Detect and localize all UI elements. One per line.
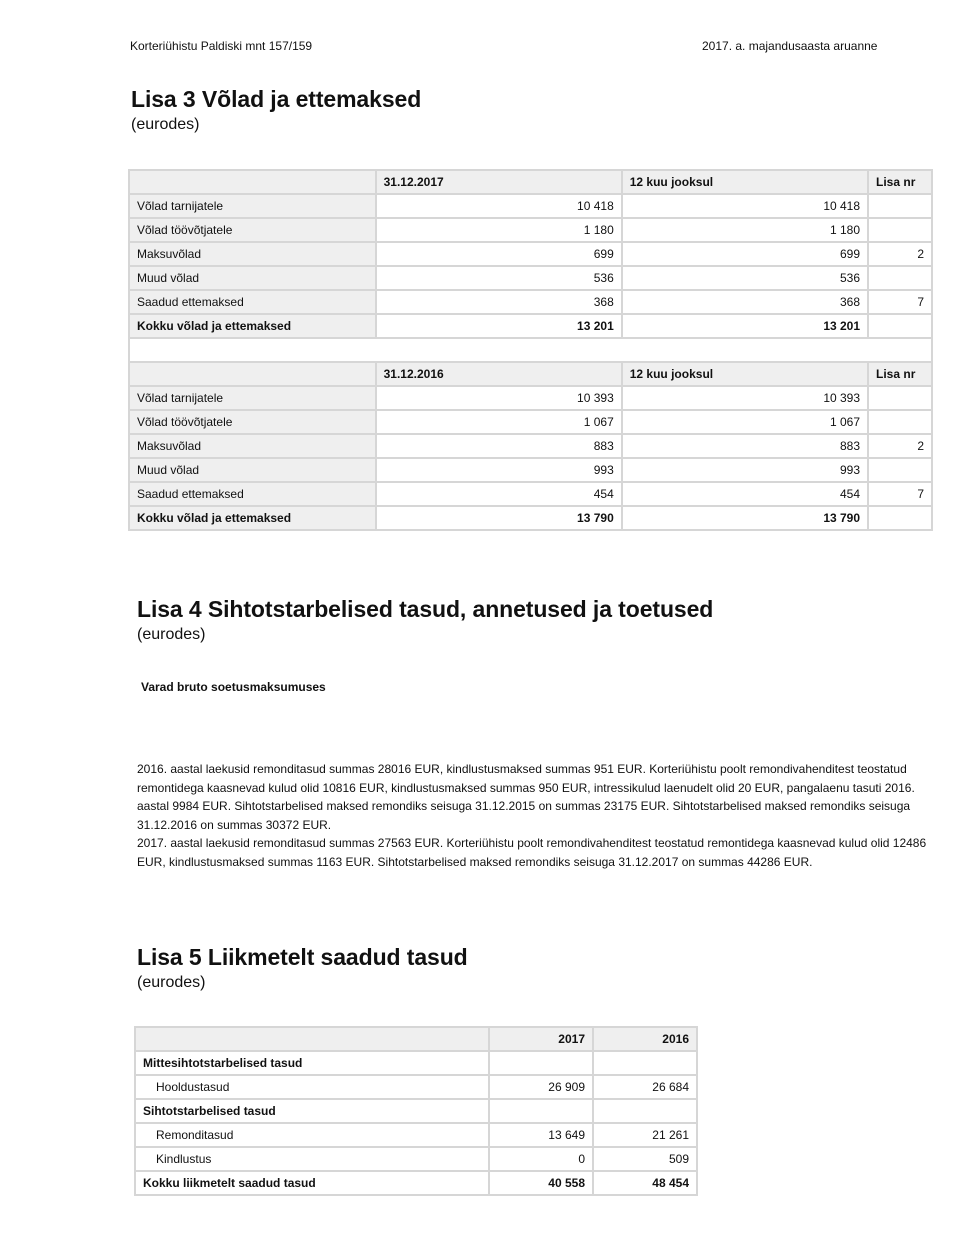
value-2017: 40 558: [489, 1171, 593, 1195]
lisa5-title: Lisa 5 Liikmetelt saadud tasud: [137, 944, 468, 970]
row-label: Muud võlad: [129, 266, 376, 290]
balance-value: 368: [376, 290, 622, 314]
value-2017: 0: [489, 1147, 593, 1171]
lisa3-title: Lisa 3 Võlad ja ettemaksed: [131, 86, 422, 112]
table-row: [129, 410, 932, 434]
balance-value: 13 790: [376, 506, 622, 530]
value-2016: 26 684: [593, 1075, 697, 1099]
value-2016: [593, 1099, 697, 1123]
lisa5-table: [134, 1026, 698, 1196]
report-title: 2017. a. majandusaasta aruanne: [702, 39, 878, 53]
note-number: [868, 218, 932, 242]
table-row: [129, 458, 932, 482]
note-number: 2: [868, 242, 932, 266]
note-number: 7: [868, 290, 932, 314]
within-12-months-value: 883: [622, 434, 868, 458]
row-label: Mittesihtotstarbelised tasud: [135, 1051, 489, 1075]
column-header: [135, 1027, 489, 1051]
row-label: Sihtotstarbelised tasud: [135, 1099, 489, 1123]
table-row: [135, 1147, 697, 1171]
within-12-months-value: 1 180: [622, 218, 868, 242]
lisa4-paragraph-2016: 2016. aastal laekusid remonditasud summas 28016 EUR, kindlustusmaksed summas 951 EUR. Korteriühistu poolt remondivahenditest teostatud remontidega kaasnevad kulud olid 10816 EUR, kindlustusmaksed summas 950 EUR, intressikulud laenudelt olid 20 EUR, pangalaenu tasuti 2016. aastal 9984 EUR. Sihtotstarbelised maksed remondiks seisuga 31.12.2015 on summas 23175 EUR. Sihtotstarbelised maksed remondiks seisuga 31.12.2016 on summas 30372 EUR.: [137, 762, 915, 832]
value-2016: 48 454: [593, 1171, 697, 1195]
within-12-months-value: 368: [622, 290, 868, 314]
value-2016: 509: [593, 1147, 697, 1171]
within-12-months-value: 13 201: [622, 314, 868, 338]
value-2017: [489, 1099, 593, 1123]
note-number: [868, 506, 932, 530]
within-12-months-value: 13 790: [622, 506, 868, 530]
table-header-row: [129, 362, 932, 386]
table-header-row: [129, 170, 932, 194]
column-header: 12 kuu jooksul: [622, 170, 868, 194]
total-row: [129, 506, 932, 530]
balance-value: 1 067: [376, 410, 622, 434]
value-2017: 13 649: [489, 1123, 593, 1147]
row-label: Võlad töövõtjatele: [129, 410, 376, 434]
row-label: Remonditasud: [135, 1123, 489, 1147]
note-number: [868, 266, 932, 290]
within-12-months-value: 10 393: [622, 386, 868, 410]
within-12-months-value: 536: [622, 266, 868, 290]
value-2016: [593, 1051, 697, 1075]
balance-value: 699: [376, 242, 622, 266]
row-label: Maksuvõlad: [129, 242, 376, 266]
balance-value: 536: [376, 266, 622, 290]
table-row: [129, 266, 932, 290]
value-2016: 21 261: [593, 1123, 697, 1147]
table-row: [129, 194, 932, 218]
note-number: 7: [868, 482, 932, 506]
note-number: [868, 314, 932, 338]
table-row: [135, 1123, 697, 1147]
within-12-months-value: 454: [622, 482, 868, 506]
balance-value: 10 418: [376, 194, 622, 218]
table-row: [129, 482, 932, 506]
organization-name: Korteriühistu Paldiski mnt 157/159: [130, 39, 313, 53]
column-header: 31.12.2016: [376, 362, 622, 386]
lisa4-title: Lisa 4 Sihtotstarbelised tasud, annetused ja toetused: [137, 596, 714, 622]
row-label: Kokku võlad ja ettemaksed: [129, 314, 376, 338]
note-number: 2: [868, 434, 932, 458]
value-2017: 26 909: [489, 1075, 593, 1099]
lisa3-subtitle: (eurodes): [131, 116, 200, 133]
table-row: [129, 290, 932, 314]
column-header: 31.12.2017: [376, 170, 622, 194]
table-row: [129, 218, 932, 242]
note-number: [868, 386, 932, 410]
lisa4-subtitle: (eurodes): [137, 626, 206, 643]
row-label: Saadud ettemaksed: [129, 482, 376, 506]
within-12-months-value: 699: [622, 242, 868, 266]
column-header: [129, 170, 376, 194]
note-number: [868, 410, 932, 434]
note-number: [868, 458, 932, 482]
lisa4-paragraph-2017: 2017. aastal laekusid remonditasud summas 27563 EUR. Korteriühistu poolt remondivahenditest teostatud remontidega kaasnevad kulud olid 12486 EUR, kindlustusmaksed summas 1163 EUR. Sihtotstarbelised maksed remondiks seisuga 31.12.2017 on summas 44286 EUR.: [137, 836, 927, 869]
within-12-months-value: 993: [622, 458, 868, 482]
balance-value: 454: [376, 482, 622, 506]
column-header: 12 kuu jooksul: [622, 362, 868, 386]
table-header-row: [135, 1027, 697, 1051]
total-row: [135, 1171, 697, 1195]
balance-value: 993: [376, 458, 622, 482]
value-2017: [489, 1051, 593, 1075]
row-label: Kindlustus: [135, 1147, 489, 1171]
balance-value: 13 201: [376, 314, 622, 338]
lisa4-subheading: Varad bruto soetusmaksumuses: [141, 680, 326, 694]
balance-value: 883: [376, 434, 622, 458]
group-row: [135, 1099, 697, 1123]
within-12-months-value: 10 418: [622, 194, 868, 218]
row-label: Hooldustasud: [135, 1075, 489, 1099]
table-row: [129, 242, 932, 266]
column-header: 2016: [593, 1027, 697, 1051]
row-label: Võlad tarnijatele: [129, 386, 376, 410]
within-12-months-value: 1 067: [622, 410, 868, 434]
column-header: [129, 362, 376, 386]
balance-value: 10 393: [376, 386, 622, 410]
lisa4-notes: [137, 760, 937, 872]
column-header: 2017: [489, 1027, 593, 1051]
table-row: [135, 1075, 697, 1099]
row-label: Kokku võlad ja ettemaksed: [129, 506, 376, 530]
column-header: Lisa nr: [868, 362, 932, 386]
row-label: Maksuvõlad: [129, 434, 376, 458]
balance-value: 1 180: [376, 218, 622, 242]
table-row: [129, 386, 932, 410]
spacer-cell: [129, 338, 932, 362]
row-label: Muud võlad: [129, 458, 376, 482]
row-label: Kokku liikmetelt saadud tasud: [135, 1171, 489, 1195]
table-row: [129, 434, 932, 458]
row-label: Võlad tarnijatele: [129, 194, 376, 218]
note-number: [868, 194, 932, 218]
column-header: Lisa nr: [868, 170, 932, 194]
lisa5-subtitle: (eurodes): [137, 974, 206, 991]
group-row: [135, 1051, 697, 1075]
total-row: [129, 314, 932, 338]
row-label: Võlad töövõtjatele: [129, 218, 376, 242]
lisa3-table: [128, 169, 933, 531]
spacer-row: [129, 338, 932, 362]
row-label: Saadud ettemaksed: [129, 290, 376, 314]
